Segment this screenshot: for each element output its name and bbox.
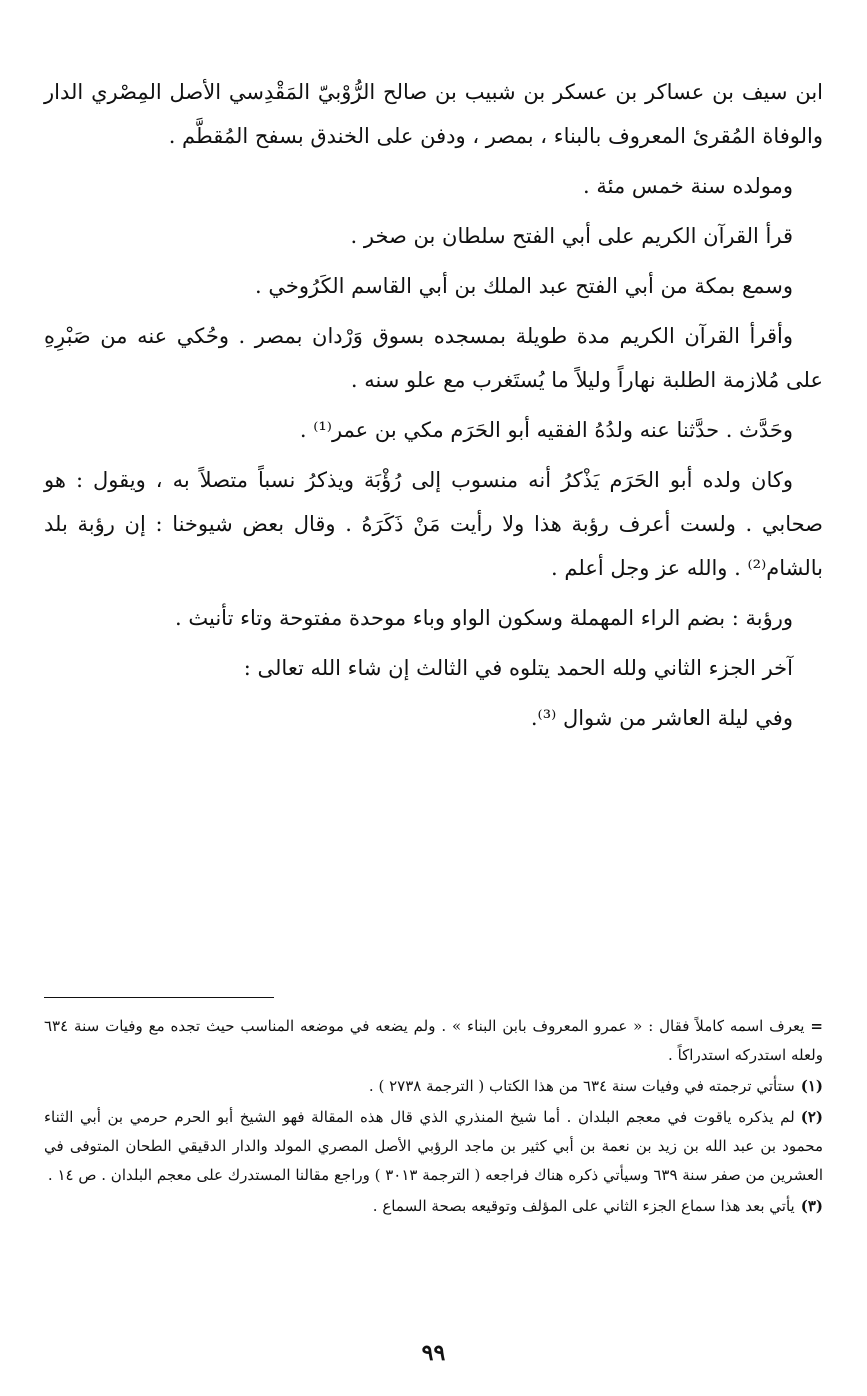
paragraph-ruba-spelling: ورؤبة : بضم الراء المهملة وسكون الواو وباء موحدة مفتوحة وتاء تأنيث . [175, 606, 793, 630]
paragraph-shawwal-night: وفي ليلة العاشر من شوال ⁽³⁾. [530, 706, 793, 730]
main-text [44, 70, 823, 746]
paragraph-hearing-mecca: وسمع بمكة من أبي الفتح عبد الملك بن أبي القاسم الكَرُوخي . [255, 274, 793, 298]
footnote-2 [44, 1103, 823, 1190]
footnote-marker: = [810, 1017, 823, 1035]
paragraph-narration: وحَدَّث . حدَّثنا عنه ولدُهُ الفقيه أبو الحَرَم مكي بن عمر⁽¹⁾ . [299, 418, 793, 442]
footnote-text: ستأتي ترجمته في وفيات سنة ٦٣٤ من هذا الكتاب ( الترجمة ٢٧٣٨ ) . [368, 1077, 795, 1095]
paragraph-lineage-ruba: وكان ولده أبو الحَرَم يَذْكرُ أنه منسوب إلى رُؤْبَة ويذكرُ نسباً متصلاً به ، ويقول : هو صحابي . ولست أعرف رؤبة هذا ولا رأيت مَنْ ذَكَرَهُ . وقال بعض شيوخنا : إن رؤبة بلد بالشام⁽²⁾ . والله عز وجل أعلم . [44, 468, 823, 580]
footnotes [44, 1012, 823, 1223]
footnote-text: يأتي بعد هذا سماع الجزء الثاني على المؤلف وتوقيعه بصحة السماع . [372, 1197, 795, 1215]
footnote-marker: (٢) [800, 1108, 823, 1126]
footnote-separator [44, 997, 274, 998]
footnote-continuation [44, 1012, 823, 1070]
footnote-1 [44, 1072, 823, 1101]
footnote-text: يعرف اسمه كاملاً فقال : « عمرو المعروف بابن البناء » . ولم يضعه في موضعه المناسب حيث تجده مع وفيات سنة ٦٣٤ ولعله استدركه استدراكاً . [44, 1017, 823, 1064]
page-number: ٩٩ [421, 1340, 446, 1366]
footnote-marker: (١) [800, 1077, 823, 1095]
footnote-marker: (٣) [800, 1197, 823, 1215]
paragraph-name-lineage: ابن سيف بن عساكر بن عسكر بن شبيب بن صالح الرُّوْبيّ المَقْدِسي الأصل المِصْري الدار والوفاة المُقرئ المعروف بالبناء ، بمصر ، ودفن على الخندق بسفح المُقطَّم . [44, 80, 823, 148]
footnote-3 [44, 1192, 823, 1221]
paragraph-birth: ومولده سنة خمس مئة . [583, 174, 793, 198]
footnote-text: لم يذكره ياقوت في معجم البلدان . أما شيخ المنذري الذي قال هذه المقالة فهو الشيخ أبو الحرم حرمي بن أبي الثناء محمود بن عبد الله بن زيد بن نعمة بن أبي كثير بن ماجد الرؤبي الأصل المصري المولد والدار الدقيقي الطحان المتوفى في العشرين من صفر سنة ٦٣٩ وسيأتي ذكره هناك فراجعه ( الترجمة ٣٠١٣ ) وراجع مقالنا المستدرك على معجم البلدان . ص ١٤ . [44, 1108, 823, 1184]
paragraph-quran-teacher: قرأ القرآن الكريم على أبي الفتح سلطان بن صخر . [350, 224, 793, 248]
paragraph-end-of-part: آخر الجزء الثاني ولله الحمد يتلوه في الثالث إن شاء الله تعالى : [243, 656, 793, 680]
paragraph-teaching: وأقرأ القرآن الكريم مدة طويلة بمسجده بسوق وَرْدان بمصر . وحُكي عنه من صَبْرِهِ على مُلازمة الطلبة نهاراً وليلاً ما يُستَغرب مع علو سنه . [44, 324, 823, 392]
